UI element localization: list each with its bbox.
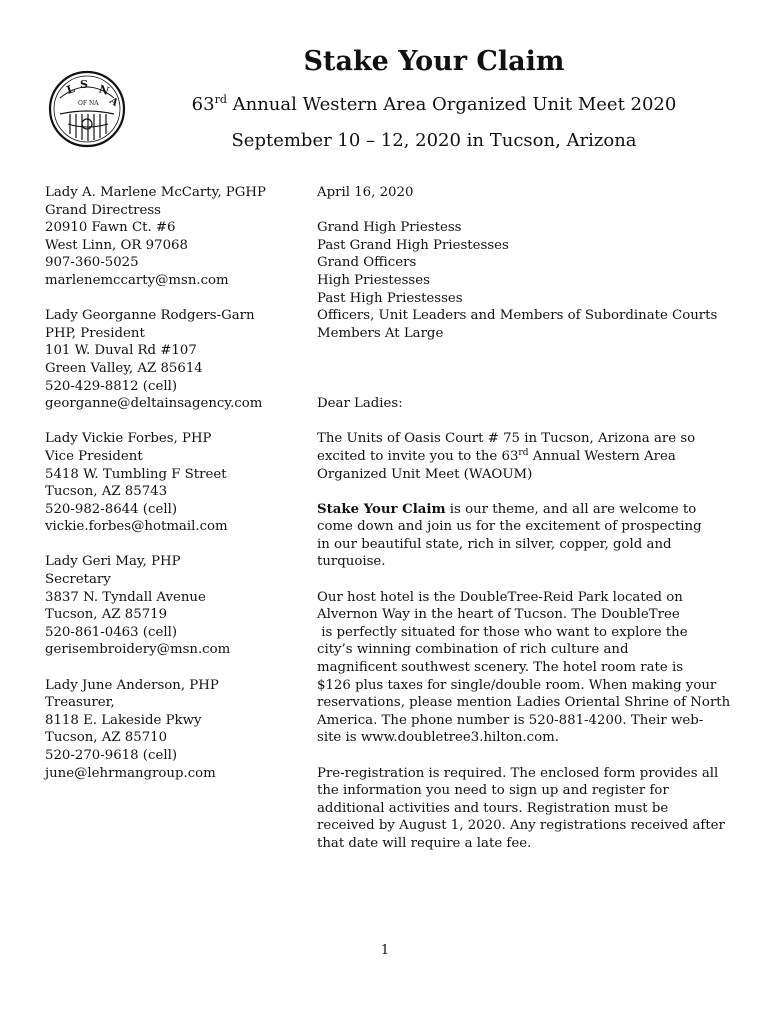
officer-line: Lady Vickie Forbes, PHP bbox=[45, 431, 212, 447]
officer-line: Tucson, AZ 85743 bbox=[45, 484, 168, 500]
spacer bbox=[45, 659, 307, 677]
paragraph-line: is perfectly situated for those who want to explore the bbox=[317, 624, 688, 640]
theme-name: Stake Your Claim bbox=[317, 501, 446, 517]
subtitle-superscript: rd bbox=[214, 93, 227, 106]
paragraph-text: excited to invite you to the 63 bbox=[317, 448, 519, 464]
page-number: 1 bbox=[380, 943, 390, 958]
officer-line: 5418 W. Tumbling F Street bbox=[45, 466, 227, 482]
officer-line: Lady Georganne Rodgers-Garn bbox=[45, 308, 255, 324]
paragraph-line: in our beautiful state, rich in silver, copper, gold and bbox=[317, 536, 672, 552]
spacer bbox=[317, 342, 757, 360]
superscript: rd bbox=[518, 447, 529, 458]
letter-date: April 16, 2020 bbox=[317, 185, 414, 200]
paragraph-line: The Units of Oasis Court # 75 in Tucson, Arizona are so bbox=[317, 431, 696, 447]
subtitle-number: 63 bbox=[191, 94, 215, 115]
officer-line: Tucson, AZ 85719 bbox=[45, 607, 168, 623]
paragraph-line: additional activities and tours. Registration must be bbox=[317, 800, 669, 816]
recipient-line: Grand High Priestess bbox=[317, 220, 462, 236]
officer-line: 20910 Fawn Ct. #6 bbox=[45, 220, 176, 236]
recipient-line: Past Grand High Priestesses bbox=[317, 237, 509, 253]
spacer bbox=[317, 360, 757, 378]
spacer bbox=[317, 378, 757, 396]
officer-line: Grand Directress bbox=[45, 202, 162, 218]
svg-text:OF NA: OF NA bbox=[78, 100, 99, 107]
svg-text:N: N bbox=[97, 82, 111, 98]
officer-line: West Linn, OR 97068 bbox=[45, 237, 188, 253]
officer-email[interactable]: georganne@deltainsagency.com bbox=[45, 396, 263, 412]
recipient-line: Members At Large bbox=[317, 325, 444, 341]
spacer bbox=[317, 202, 757, 220]
officer-email[interactable]: june@lehrmangroup.com bbox=[45, 765, 216, 781]
officer-line: PHP, President bbox=[45, 325, 145, 341]
paragraph-line bbox=[317, 448, 757, 466]
paragraph-line: received by August 1, 2020. Any registrations received after bbox=[317, 818, 725, 834]
salutation: Dear Ladies: bbox=[317, 396, 403, 412]
officer-line: Tucson, AZ 85710 bbox=[45, 730, 168, 746]
recipient-line: Past High Priestesses bbox=[317, 290, 463, 306]
recipient-line: Grand Officers bbox=[317, 255, 417, 271]
paragraph-line: magnificent southwest scenery. The hotel room rate is bbox=[317, 660, 684, 676]
officer-line: 8118 E. Lakeside Pkwy bbox=[45, 712, 202, 728]
losna-emblem-logo bbox=[46, 68, 128, 150]
officer-line: 101 W. Duval Rd #107 bbox=[45, 343, 197, 359]
officer-line: Green Valley, AZ 85614 bbox=[45, 360, 203, 376]
spacer bbox=[45, 290, 307, 308]
spacer bbox=[45, 413, 307, 431]
officer-line: 520-270-9618 (cell) bbox=[45, 748, 178, 763]
recipient-line: High Priestesses bbox=[317, 272, 430, 288]
paragraph-line: $126 plus taxes for single/double room. When making your bbox=[317, 677, 717, 693]
spacer bbox=[317, 571, 757, 589]
officer-line: 520-982-8644 (cell) bbox=[45, 501, 178, 517]
spacer bbox=[317, 413, 757, 431]
paragraph-line: Our host hotel is the DoubleTree-Reid Park located on bbox=[317, 589, 683, 605]
officer-line: Lady A. Marlene McCarty, PGHP bbox=[45, 185, 266, 200]
paragraph-line: turquoise. bbox=[317, 554, 386, 570]
paragraph-line: site is www.doubletree3.hilton.com. bbox=[317, 730, 559, 746]
officer-email[interactable]: gerisembroidery@msn.com bbox=[45, 642, 231, 658]
officer-line: 907-360-5025 bbox=[45, 255, 139, 271]
officer-line: Treasurer, bbox=[45, 695, 115, 711]
paragraph-line: Pre-registration is required. The enclosed form provides all bbox=[317, 765, 719, 781]
officer-line: Lady June Anderson, PHP bbox=[45, 677, 219, 693]
event-dates: September 10 – 12, 2020 in Tucson, Arizona bbox=[231, 130, 637, 151]
officer-line: Vice President bbox=[45, 448, 143, 464]
spacer bbox=[317, 483, 757, 501]
paragraph-line: Organized Unit Meet (WAOUM) bbox=[317, 466, 533, 482]
officer-email[interactable]: marlenemccarty@msn.com bbox=[45, 272, 229, 288]
subtitle-text: Annual Western Area Organized Unit Meet 2020 bbox=[226, 94, 677, 115]
letter-column bbox=[317, 184, 757, 853]
paragraph-line: America. The phone number is 520-881-4200. Their web- bbox=[317, 712, 704, 728]
paragraph-line: the information you need to sign up and register for bbox=[317, 783, 669, 799]
paragraph-text: Annual Western Area bbox=[528, 448, 676, 464]
svg-text:L: L bbox=[64, 82, 77, 97]
paragraph-line: come down and join us for the excitement of prospecting bbox=[317, 519, 702, 535]
officers-column bbox=[45, 184, 307, 782]
document-title: Stake Your Claim bbox=[303, 46, 565, 77]
officer-line: Lady Geri May, PHP bbox=[45, 554, 181, 570]
paragraph-line: Alvernon Way in the heart of Tucson. The DoubleTree bbox=[317, 607, 680, 623]
paragraph-line: that date will require a late fee. bbox=[317, 835, 532, 851]
spacer bbox=[317, 747, 757, 765]
paragraph-text: is our theme, and all are welcome to bbox=[445, 501, 697, 517]
paragraph-line bbox=[317, 501, 757, 519]
officer-line: 520-861-0463 (cell) bbox=[45, 624, 178, 640]
recipient-line: Officers, Unit Leaders and Members of Subordinate Courts bbox=[317, 308, 718, 324]
svg-text:S: S bbox=[80, 78, 88, 91]
officer-line: Secretary bbox=[45, 572, 111, 588]
officer-line: 3837 N. Tyndall Avenue bbox=[45, 589, 206, 605]
officer-line: 520-429-8812 (cell) bbox=[45, 378, 178, 394]
paragraph-line: reservations, please mention Ladies Oriental Shrine of North bbox=[317, 695, 731, 711]
paragraph-line: city’s winning combination of rich culture and bbox=[317, 642, 629, 658]
officer-email[interactable]: vickie.forbes@hotmail.com bbox=[45, 519, 228, 535]
spacer bbox=[45, 536, 307, 554]
svg-text:A: A bbox=[107, 95, 120, 109]
